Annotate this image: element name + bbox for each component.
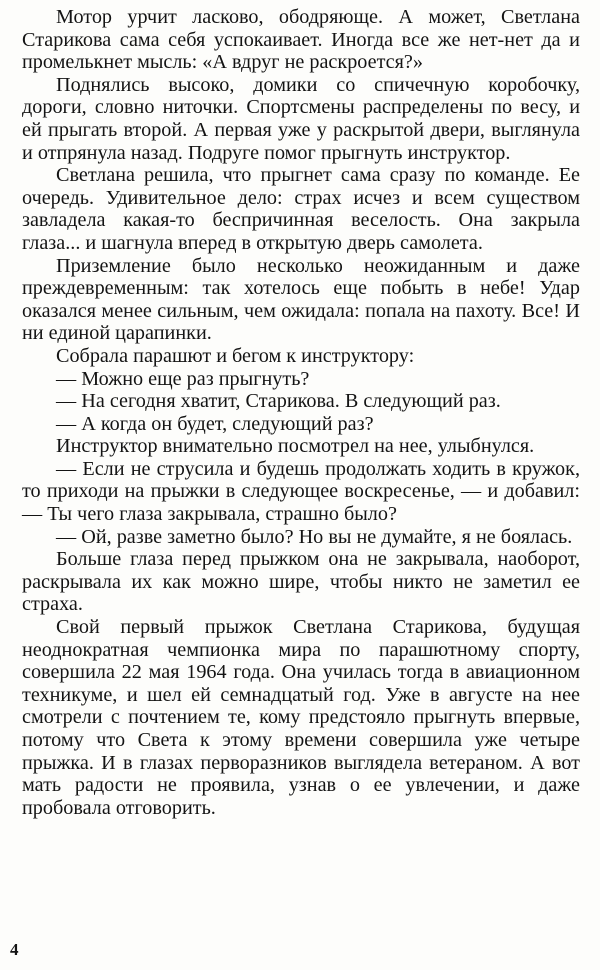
paragraph: Приземление было несколько неожиданным и даже преждевременным: так хотелось еще побыть в небе! Удар оказался менее сильным, чем ожидала: попала на пахоту. Все! И ни единой царапинки. bbox=[22, 254, 580, 345]
paragraph: Собрала парашют и бегом к инструктору: bbox=[56, 344, 415, 367]
dialogue-line: — Можно еще раз прыгнуть? bbox=[56, 367, 310, 390]
page-number: 4 bbox=[10, 940, 19, 959]
dialogue-line: — А когда он будет, следующий раз? bbox=[56, 412, 374, 435]
paragraph: Больше глаза перед прыжком она не закрывала, наоборот, раскрывала их как можно шире, чтобы никто не заметил ее страха. bbox=[22, 548, 580, 616]
dialogue-line: — Если не струсила и будешь продолжать ходить в кружок, то приходи на прыжки в следующее воскресенье, — и добавил: — Ты чего глаза закрывала, страшно было? bbox=[22, 457, 580, 526]
paragraph: Мотор урчит ласково, ободряюще. А может, Светлана Старикова сама себя успокаивает. Иногда все же нет-нет да и промелькнет мысль: «А вдруг не раскроется?» bbox=[22, 6, 580, 74]
paragraph: Светлана решила, что прыгнет сама сразу по команде. Ее очередь. Удивительное дело: страх исчез и всем существом завладела какая-то беспричинная веселость. Она закрыла глаза... и шагнула вперед в открытую дверь самолета. bbox=[22, 164, 580, 254]
paragraph: Поднялись высоко, домики со спичечную коробочку, дороги, словно ниточки. Спортсмены распределены по весу, и ей прыгать второй. А первая уже у раскрытой двери, выглянула и отпрянула назад. Подруге помог прыгнуть инструктор. bbox=[22, 73, 580, 164]
paragraph: Инструктор внимательно посмотрел на нее, улыбнулся. bbox=[56, 435, 535, 458]
dialogue-line: — На сегодня хватит, Старикова. В следующий раз. bbox=[56, 390, 501, 413]
dialogue-line: — Ой, разве заметно было? Но вы не думайте, я не боялась. bbox=[56, 525, 573, 548]
body-text bbox=[22, 6, 580, 819]
paragraph: Свой первый прыжок Светлана Старикова, будущая неоднократная чемпионка мира по парашютному спорту, совершила 22 мая 1964 года. Она училась тогда в авиационном техникуме, и шел ей семнадцатый год. Уже в августе на нее смотрели с почтением те, кому предстояло прыгнуть впервые, потому что Света к этому времени совершила уже четыре прыжка. И в глазах перворазников выглядела ветераном. А вот мать радости не проявила, узнав о ее увлечении, и даже пробовала отговорить. bbox=[22, 616, 580, 819]
